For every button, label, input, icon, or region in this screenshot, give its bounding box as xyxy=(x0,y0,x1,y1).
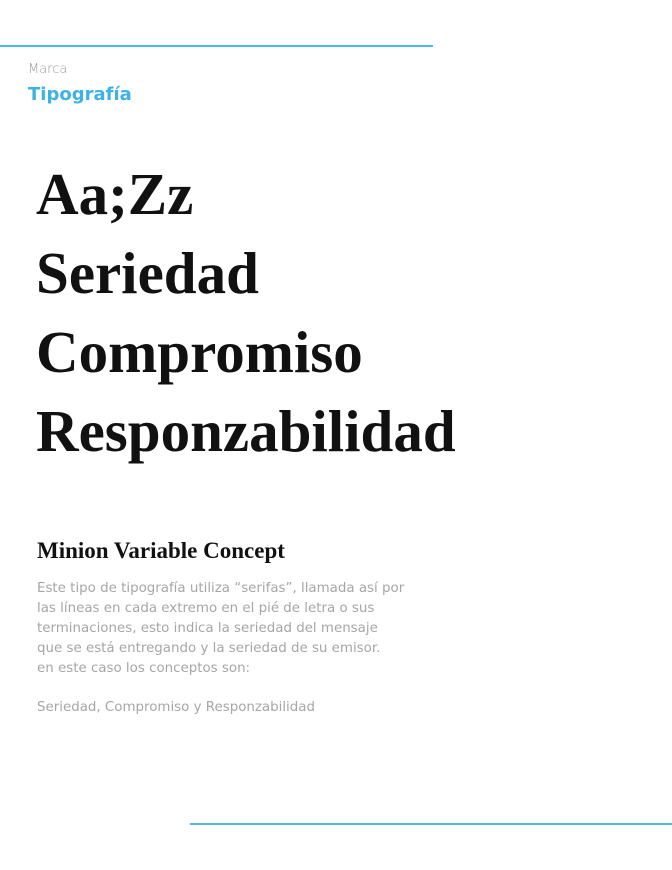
type-specimen xyxy=(36,155,456,471)
description-line: Este tipo de tipografía utiliza “serifas”, llamada así por xyxy=(37,581,405,596)
bottom-accent-rule xyxy=(190,823,672,825)
font-description xyxy=(37,579,417,679)
description-line: en este caso los conceptos son: xyxy=(37,661,251,676)
specimen-line-seriedad: Seriedad xyxy=(36,240,259,306)
brand-label: Marca xyxy=(28,62,68,77)
specimen-line-compromiso: Compromiso xyxy=(36,319,363,385)
description-line: las líneas en cada extremo en el pié de letra o sus xyxy=(37,601,375,616)
concepts-list: Seriedad, Compromiso y Responzabilidad xyxy=(37,700,315,715)
description-line: terminaciones, esto indica la seriedad del mensaje xyxy=(37,621,378,636)
description-line: que se está entregando y la seriedad de su emisor. xyxy=(37,641,381,656)
specimen-line-glyphs: Aa;Zz xyxy=(36,161,194,227)
specimen-line-responzabilidad: Responzabilidad xyxy=(36,398,456,464)
font-name-heading: Minion Variable Concept xyxy=(37,538,285,563)
top-accent-rule xyxy=(0,45,433,47)
page-title: Tipografía xyxy=(28,84,132,105)
